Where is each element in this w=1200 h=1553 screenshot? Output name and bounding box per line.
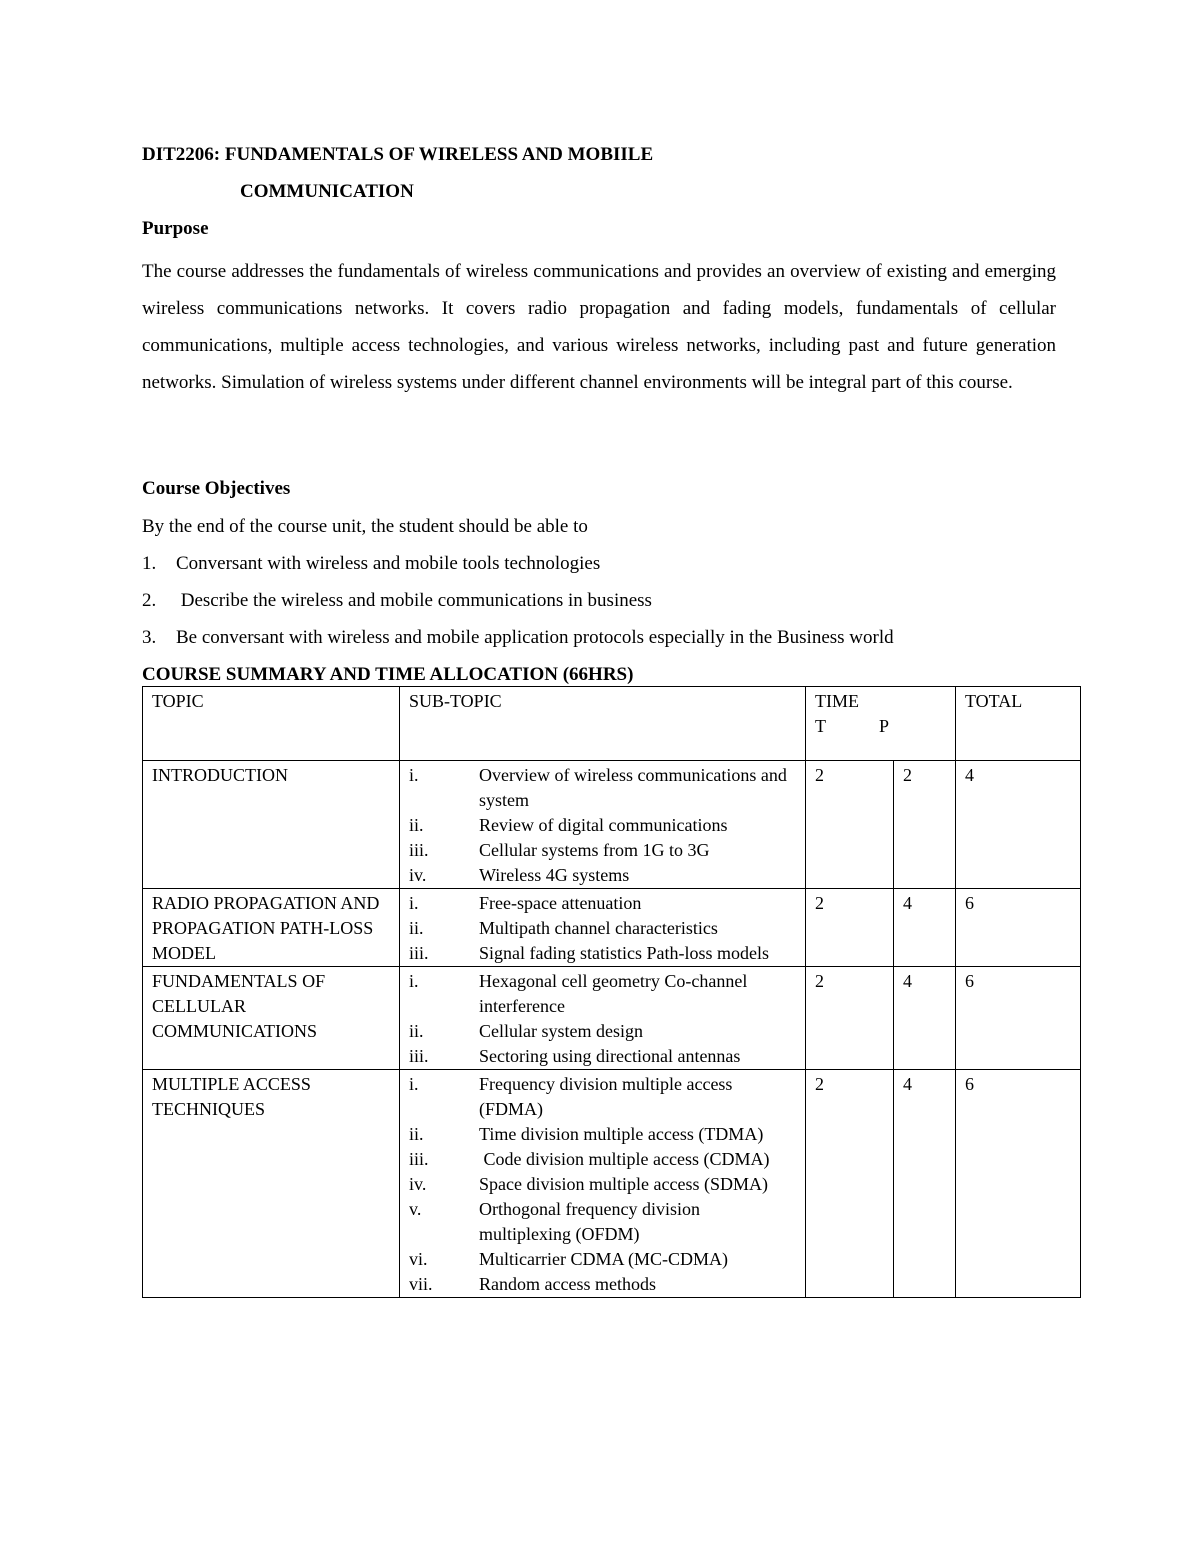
subtopic-text: Wireless 4G systems bbox=[479, 865, 630, 885]
header-subtopic: SUB-TOPIC bbox=[400, 687, 806, 761]
total-hours-cell: 6 bbox=[956, 1070, 1081, 1298]
subtopic-text: Code division multiple access (CDMA) bbox=[479, 1149, 770, 1169]
subtopic-text: Space division multiple access (SDMA) bbox=[479, 1174, 768, 1194]
subtopic-text: Signal fading statistics Path-loss models bbox=[479, 943, 769, 963]
table-header-row bbox=[143, 687, 1081, 761]
objective-text: Conversant with wireless and mobile tools technologies bbox=[176, 553, 601, 574]
objective-number: 2. bbox=[142, 590, 157, 611]
subtopic-numeral: iv. bbox=[409, 1174, 427, 1194]
subtopic-numeral: ii. bbox=[409, 815, 424, 835]
subtopic-item bbox=[409, 1122, 796, 1147]
subtopic-cell bbox=[400, 967, 806, 1070]
subtopic-numeral: i. bbox=[409, 765, 419, 785]
subtopic-cell bbox=[400, 761, 806, 889]
practical-hours-cell: 4 bbox=[894, 1070, 956, 1298]
subtopic-numeral: ii. bbox=[409, 1021, 424, 1041]
subtopic-text: Overview of wireless communications and system bbox=[479, 765, 787, 810]
objective-item bbox=[142, 553, 600, 575]
subtopic-cell bbox=[400, 1070, 806, 1298]
objective-text: Describe the wireless and mobile communications in business bbox=[176, 590, 652, 611]
subtopic-item bbox=[409, 1272, 796, 1297]
subtopic-text: Review of digital communications bbox=[479, 815, 728, 835]
objective-item bbox=[142, 627, 894, 649]
subtopic-text: Orthogonal frequency division multiplexing (OFDM) bbox=[479, 1199, 700, 1244]
table-row bbox=[143, 889, 1081, 967]
practical-hours-cell: 4 bbox=[894, 967, 956, 1070]
subtopic-text: Cellular system design bbox=[479, 1021, 643, 1041]
subtopic-item bbox=[409, 1247, 796, 1272]
theory-hours-cell: 2 bbox=[806, 1070, 894, 1298]
subtopic-item bbox=[409, 891, 796, 916]
subtopic-numeral: iii. bbox=[409, 943, 429, 963]
subtopic-item bbox=[409, 969, 796, 1019]
subtopic-text: Frequency division multiple access (FDMA) bbox=[479, 1074, 733, 1119]
objectives-intro: By the end of the course unit, the student should be able to bbox=[142, 516, 588, 537]
objective-item bbox=[142, 590, 652, 612]
header-time bbox=[806, 687, 956, 761]
subtopic-numeral: iii. bbox=[409, 1046, 429, 1066]
total-hours-cell: 4 bbox=[956, 761, 1081, 889]
subtopic-text: Free-space attenuation bbox=[479, 893, 642, 913]
theory-hours-cell: 2 bbox=[806, 889, 894, 967]
objective-text: Be conversant with wireless and mobile application protocols especially in the Business world bbox=[176, 627, 894, 648]
purpose-heading: Purpose bbox=[142, 218, 209, 239]
subtopic-item bbox=[409, 941, 796, 966]
subtopic-text: Cellular systems from 1G to 3G bbox=[479, 840, 710, 860]
subtopic-numeral: i. bbox=[409, 893, 419, 913]
subtopic-item bbox=[409, 1172, 796, 1197]
header-t: T bbox=[815, 716, 826, 736]
practical-hours-cell: 4 bbox=[894, 889, 956, 967]
subtopic-item bbox=[409, 813, 796, 838]
course-title-line-1: DIT2206: FUNDAMENTALS OF WIRELESS AND MOBIILE bbox=[142, 144, 654, 165]
course-summary-table bbox=[142, 686, 1081, 1298]
theory-hours-cell: 2 bbox=[806, 967, 894, 1070]
subtopic-item bbox=[409, 863, 796, 888]
objectives-heading: Course Objectives bbox=[142, 478, 291, 499]
header-total: TOTAL bbox=[956, 687, 1081, 761]
subtopic-text: Multicarrier CDMA (MC-CDMA) bbox=[479, 1249, 728, 1269]
header-p: P bbox=[879, 716, 890, 736]
subtopic-item bbox=[409, 838, 796, 863]
subtopic-text: Random access methods bbox=[479, 1274, 656, 1294]
practical-hours-cell: 2 bbox=[894, 761, 956, 889]
subtopic-numeral: ii. bbox=[409, 918, 424, 938]
topic-cell: FUNDAMENTALS OF CELLULAR COMMUNICATIONS bbox=[143, 967, 400, 1070]
topic-cell: RADIO PROPAGATION AND PROPAGATION PATH-LOSS MODEL bbox=[143, 889, 400, 967]
subtopic-text: Multipath channel characteristics bbox=[479, 918, 718, 938]
header-topic: TOPIC bbox=[143, 687, 400, 761]
subtopic-item bbox=[409, 1044, 796, 1069]
subtopic-numeral: iv. bbox=[409, 865, 427, 885]
topic-cell: INTRODUCTION bbox=[143, 761, 400, 889]
subtopic-numeral: i. bbox=[409, 1074, 419, 1094]
objective-number: 1. bbox=[142, 553, 157, 574]
subtopic-item bbox=[409, 763, 796, 813]
subtopic-numeral: i. bbox=[409, 971, 419, 991]
subtopic-item bbox=[409, 916, 796, 941]
subtopic-text: Sectoring using directional antennas bbox=[479, 1046, 741, 1066]
total-hours-cell: 6 bbox=[956, 889, 1081, 967]
summary-heading: COURSE SUMMARY AND TIME ALLOCATION (66HRS) bbox=[142, 664, 634, 685]
subtopic-item bbox=[409, 1072, 796, 1122]
subtopic-cell bbox=[400, 889, 806, 967]
subtopic-text: Hexagonal cell geometry Co-channel interference bbox=[479, 971, 748, 1016]
table-row bbox=[143, 967, 1081, 1070]
subtopic-numeral: ii. bbox=[409, 1124, 424, 1144]
subtopic-numeral: vii. bbox=[409, 1274, 433, 1294]
course-title-line-2: COMMUNICATION bbox=[240, 181, 414, 202]
header-time-label: TIME bbox=[815, 691, 859, 711]
subtopic-numeral: iii. bbox=[409, 840, 429, 860]
header-time-columns bbox=[815, 714, 946, 739]
theory-hours-cell: 2 bbox=[806, 761, 894, 889]
subtopic-item bbox=[409, 1197, 796, 1247]
topic-cell: MULTIPLE ACCESS TECHNIQUES bbox=[143, 1070, 400, 1298]
subtopic-item bbox=[409, 1147, 796, 1172]
total-hours-cell: 6 bbox=[956, 967, 1081, 1070]
subtopic-numeral: iii. bbox=[409, 1149, 429, 1169]
objective-number: 3. bbox=[142, 627, 157, 648]
subtopic-text: Time division multiple access (TDMA) bbox=[479, 1124, 764, 1144]
table-row bbox=[143, 761, 1081, 889]
purpose-paragraph: The course addresses the fundamentals of wireless communications and provides an overview of existing and emerging wireless communications networks. It covers radio propagation and fading models, fundamentals of cellular communications, multiple access technologies, and various wireless networks, including past and future generation networks. Simulation of wireless systems under different channel environments will be integral part of this course. bbox=[142, 261, 1056, 393]
subtopic-numeral: v. bbox=[409, 1199, 422, 1219]
subtopic-item bbox=[409, 1019, 796, 1044]
subtopic-numeral: vi. bbox=[409, 1249, 428, 1269]
table-row bbox=[143, 1070, 1081, 1298]
